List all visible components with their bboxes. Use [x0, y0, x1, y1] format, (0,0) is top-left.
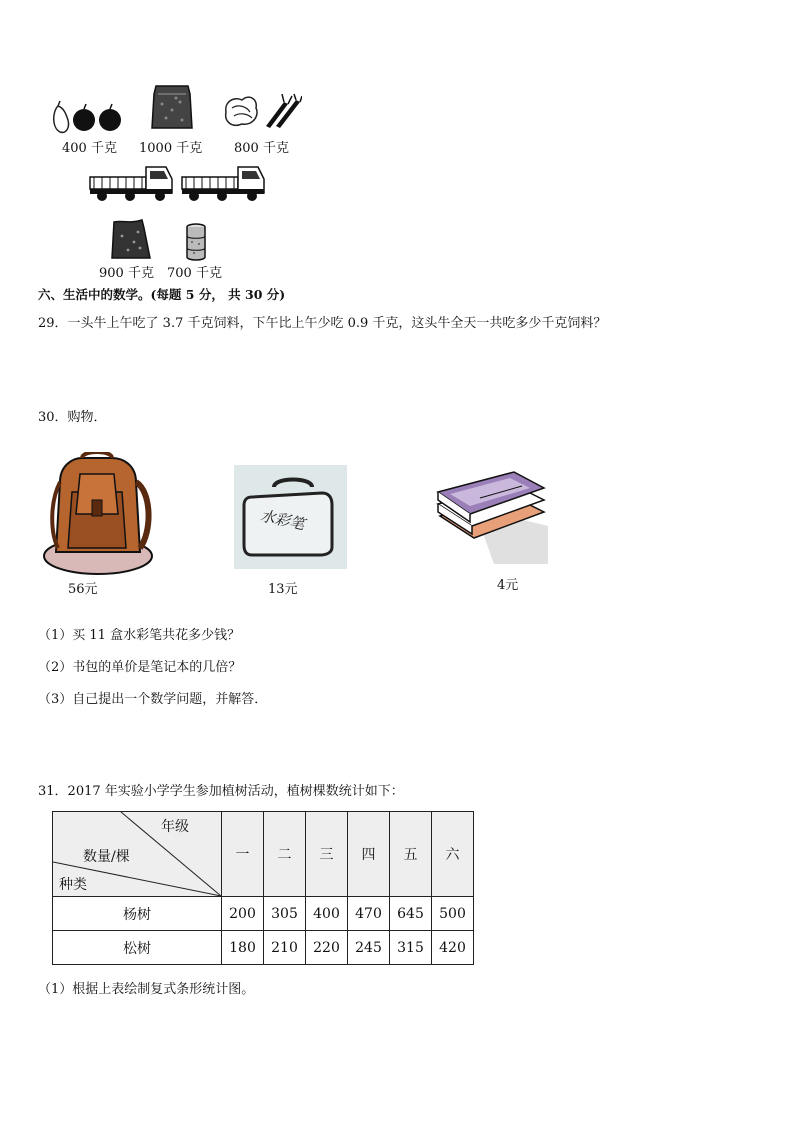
- notebooks-image: [434, 468, 550, 564]
- grade-header: 六: [432, 812, 474, 897]
- tree-planting-table: [52, 811, 474, 965]
- fruit-weight: 400 千克: [62, 141, 117, 156]
- question-30-sub3: （3）自己提出一个数学问题，并解答．: [38, 692, 268, 707]
- grade-header: 一: [222, 812, 264, 897]
- schoolbag-image: [42, 452, 154, 576]
- table-row: [53, 897, 474, 931]
- table-row: [53, 931, 474, 965]
- table-cell: 645: [390, 897, 432, 931]
- pen-box-image: [234, 465, 347, 569]
- row-label: 杨树: [53, 897, 222, 931]
- notebook-price: 4元: [497, 578, 519, 593]
- small-sack-icon: [108, 218, 154, 262]
- barrel-icon: [184, 222, 208, 262]
- table-cell: 180: [222, 931, 264, 965]
- table-cell: 245: [348, 931, 390, 965]
- table-cell: 210: [264, 931, 306, 965]
- row-label: 松树: [53, 931, 222, 965]
- grade-header: 五: [390, 812, 432, 897]
- corner-grade-label: 年级: [161, 819, 189, 835]
- sack-weight: 1000 千克: [139, 141, 203, 156]
- barrel-weight: 700 千克: [167, 266, 222, 281]
- question-30-sub1: （1）买 11 盒水彩笔共花多少钱？: [38, 628, 241, 643]
- table-cell: 420: [432, 931, 474, 965]
- truck-icon: [88, 163, 174, 203]
- table-cell: 315: [390, 931, 432, 965]
- table-cell: 305: [264, 897, 306, 931]
- vegetables-weight: 800 千克: [234, 141, 289, 156]
- grade-header: 四: [348, 812, 390, 897]
- grade-header: 二: [264, 812, 306, 897]
- corner-kind-label: 种类: [59, 877, 87, 893]
- goods-illustration: [40, 78, 340, 288]
- pen-box-price: 13元: [268, 582, 298, 597]
- table-cell: 220: [306, 931, 348, 965]
- section-title: 六、生活中的数学。(每题 5 分， 共 30 分): [38, 287, 286, 302]
- question-30-sub2: （2）书包的单价是笔记本的几倍？: [38, 660, 242, 675]
- table-cell: 470: [348, 897, 390, 931]
- table-cell: 200: [222, 897, 264, 931]
- corner-count-label: 数量/棵: [83, 849, 130, 865]
- sack-icon: [148, 82, 196, 132]
- truck-icon: [180, 163, 266, 203]
- fruit-icon: [48, 100, 128, 134]
- question-31-intro: 31．2017 年实验小学学生参加植树活动，植树棵数统计如下：: [38, 784, 404, 799]
- pen-box-label: 水彩笔: [258, 506, 307, 534]
- small-sack-weight: 900 千克: [99, 266, 154, 281]
- schoolbag-price: 56元: [68, 582, 98, 597]
- table-cell: 500: [432, 897, 474, 931]
- vegetables-icon: [222, 92, 302, 130]
- question-31-sub1: （1）根据上表绘制复式条形统计图。: [38, 982, 255, 997]
- question-29: 29．一头牛上午吃了 3.7 千克饲料，下午比上午少吃 0.9 千克，这头牛全天一共吃多少千克饲料？: [38, 316, 607, 331]
- grade-header: 三: [306, 812, 348, 897]
- table-cell: 400: [306, 897, 348, 931]
- table-corner-header: [53, 812, 222, 897]
- question-30-title: 30．购物．: [38, 410, 107, 425]
